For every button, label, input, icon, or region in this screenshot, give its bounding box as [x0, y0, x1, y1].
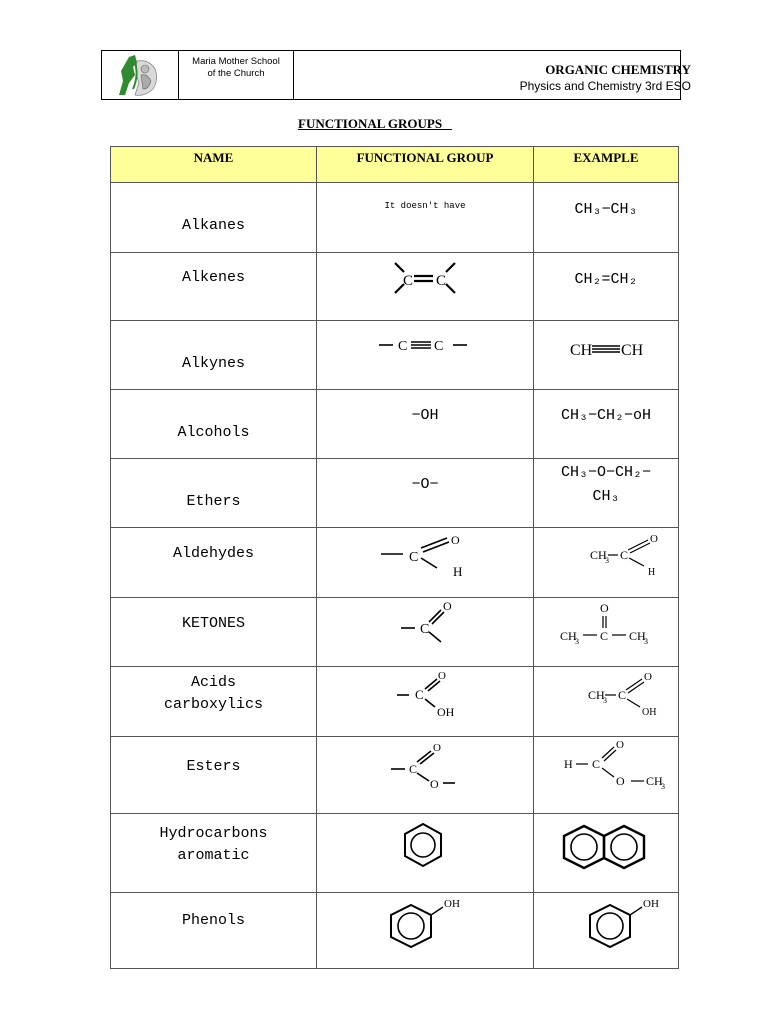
table-row — [111, 893, 679, 969]
row-name: Alkenes — [181, 269, 245, 286]
example-formula: CH₂=CH₂ — [574, 271, 638, 288]
row-example-cell — [534, 528, 679, 598]
example-formula: CH₃−CH₃ — [574, 201, 638, 218]
row-example-cell — [534, 893, 679, 969]
propanone-atom: O — [600, 601, 609, 615]
ester-atom: O — [430, 777, 439, 791]
functional-groups-table — [110, 146, 679, 969]
alkyne-atom: C — [434, 339, 444, 354]
methyl-formate-atom: 3 — [661, 782, 665, 791]
row-example-cell — [534, 321, 679, 390]
acetic-acid-atom: O — [644, 671, 652, 683]
ethanal-atom: H — [648, 567, 656, 578]
phenol-group-atom: OH — [444, 898, 460, 910]
row-example-cell — [534, 183, 679, 253]
group-formula: −OH — [411, 407, 439, 424]
table-row — [111, 321, 679, 390]
ethyne-atom: CH — [570, 342, 593, 359]
school-logo — [102, 51, 179, 99]
acetic-acid-atom: OH — [642, 707, 657, 718]
acetic-acid-structure — [534, 667, 679, 737]
row-name: Alkanes — [181, 217, 245, 234]
table-row — [111, 667, 679, 737]
carboxyl-atom: C — [415, 687, 424, 702]
table-row — [111, 737, 679, 814]
row-group-cell — [317, 598, 534, 667]
propanone-atom: 3 — [644, 637, 648, 646]
acetic-acid-atom: 3 — [603, 696, 607, 705]
table-row — [111, 814, 679, 893]
row-group-cell — [317, 528, 534, 598]
table-row — [111, 528, 679, 598]
row-group-cell — [317, 459, 534, 528]
row-name: Alcohols — [177, 424, 250, 441]
aldehyde-structure — [317, 528, 534, 598]
row-name-cell — [111, 183, 317, 253]
table-row — [111, 253, 679, 321]
aldehyde-atom: O — [451, 533, 460, 547]
row-group-cell — [317, 390, 534, 459]
ester-atom: O — [433, 742, 441, 754]
row-name-cell — [111, 528, 317, 598]
row-name: Alkynes — [181, 355, 245, 372]
propanone-atom: 3 — [575, 637, 579, 646]
phenol-group-structure — [317, 893, 534, 969]
ketone-atom: C — [420, 622, 430, 637]
ketone-structure — [317, 598, 534, 667]
row-group-cell — [317, 253, 534, 321]
methyl-formate-atom: H — [564, 757, 573, 771]
acetic-acid-atom: C — [618, 688, 627, 702]
alkene-atom: C — [403, 273, 414, 289]
ethanal-structure — [534, 528, 679, 598]
example-formula: CH₃−CH₂−oH — [560, 407, 651, 424]
row-example-cell — [534, 737, 679, 814]
row-group-cell — [317, 183, 534, 253]
row-example-cell — [534, 253, 679, 321]
row-name-cell — [111, 321, 317, 390]
aldehyde-atom: C — [409, 550, 419, 565]
alkene-structure — [317, 253, 534, 321]
row-name-line2: carboxylics — [163, 696, 264, 713]
row-group-cell — [317, 321, 534, 390]
carboxyl-atom: O — [438, 670, 446, 682]
ethanal-atom: CH — [590, 548, 607, 562]
methyl-formate-atom: C — [592, 757, 601, 771]
row-group-cell — [317, 737, 534, 814]
table-row — [111, 183, 679, 253]
alkene-atom: C — [436, 273, 447, 289]
column-header-name: NAME — [111, 147, 317, 183]
school-name-line1: Maria Mother School — [192, 56, 280, 67]
acetic-acid-atom: CH — [588, 688, 605, 702]
example-formula-line1: CH₃−O−CH₂− — [560, 464, 651, 481]
row-name-cell — [111, 893, 317, 969]
row-example-cell — [534, 598, 679, 667]
propanone-atom: CH — [629, 629, 646, 643]
row-example-cell — [534, 459, 679, 528]
methyl-formate-atom: O — [616, 774, 625, 788]
row-example-cell — [534, 667, 679, 737]
methyl-formate-structure — [534, 737, 679, 814]
row-name-line1: Acids — [190, 674, 236, 691]
row-name: Phenols — [181, 912, 245, 929]
table-row — [111, 459, 679, 528]
row-name-cell — [111, 390, 317, 459]
propanone-structure — [534, 598, 679, 667]
no-group-note: It doesn't have — [384, 201, 466, 211]
methyl-formate-atom: O — [616, 739, 624, 751]
row-name: Ethers — [186, 493, 241, 510]
school-logo-icon — [115, 53, 165, 97]
document-title: ORGANIC CHEMISTRY — [545, 62, 691, 77]
group-formula: −O− — [411, 476, 439, 493]
phenol-example-atom: OH — [643, 898, 659, 910]
naphthalene-ring-icon — [534, 814, 679, 893]
propanone-atom: C — [600, 629, 609, 643]
row-group-cell — [317, 893, 534, 969]
document-header — [101, 50, 691, 100]
ketone-atom: O — [443, 599, 452, 613]
alkyne-atom: C — [398, 339, 408, 354]
row-example-cell — [534, 390, 679, 459]
school-name — [179, 51, 294, 99]
row-name-cell — [111, 667, 317, 737]
row-name-line2: aromatic — [177, 847, 250, 864]
table-row — [111, 598, 679, 667]
row-name-cell — [111, 459, 317, 528]
carboxyl-structure — [317, 667, 534, 737]
row-group-cell — [317, 814, 534, 893]
ethyne-atom: CH — [621, 342, 644, 359]
column-header-example: EXAMPLE — [534, 147, 679, 183]
row-group-cell — [317, 667, 534, 737]
row-name: Esters — [186, 758, 241, 775]
row-name-cell — [111, 598, 317, 667]
title-cell — [294, 51, 691, 99]
row-name-cell — [111, 737, 317, 814]
ethanal-atom: O — [650, 533, 658, 545]
document-subtitle: Physics and Chemistry 3rd ESO — [519, 79, 691, 93]
ethanal-atom: 3 — [605, 556, 609, 565]
aldehyde-atom: H — [453, 564, 463, 579]
carboxyl-atom: OH — [437, 705, 455, 719]
row-example-cell — [534, 814, 679, 893]
alkyne-structure — [317, 321, 534, 390]
methyl-formate-atom: CH — [646, 774, 663, 788]
row-name-line1: Hydrocarbons — [159, 825, 268, 842]
row-name-cell — [111, 814, 317, 893]
phenol-example-structure — [534, 893, 679, 969]
row-name: KETONES — [181, 615, 245, 632]
benzene-ring-icon — [317, 814, 534, 893]
table-row — [111, 390, 679, 459]
table-header-row — [111, 147, 679, 183]
row-name: Aldehydes — [172, 545, 254, 562]
school-name-line2: of the Church — [207, 68, 265, 79]
ester-structure — [317, 737, 534, 814]
column-header-functional-group: FUNCTIONAL GROUP — [317, 147, 534, 183]
example-formula-line2: CH₃ — [592, 488, 620, 505]
ester-atom: C — [409, 762, 418, 776]
propanone-atom: CH — [560, 629, 577, 643]
ethanal-atom: C — [620, 548, 629, 562]
ethyne-structure — [534, 321, 679, 390]
section-title: FUNCTIONAL GROUPS — [298, 116, 452, 131]
row-name-cell — [111, 253, 317, 321]
